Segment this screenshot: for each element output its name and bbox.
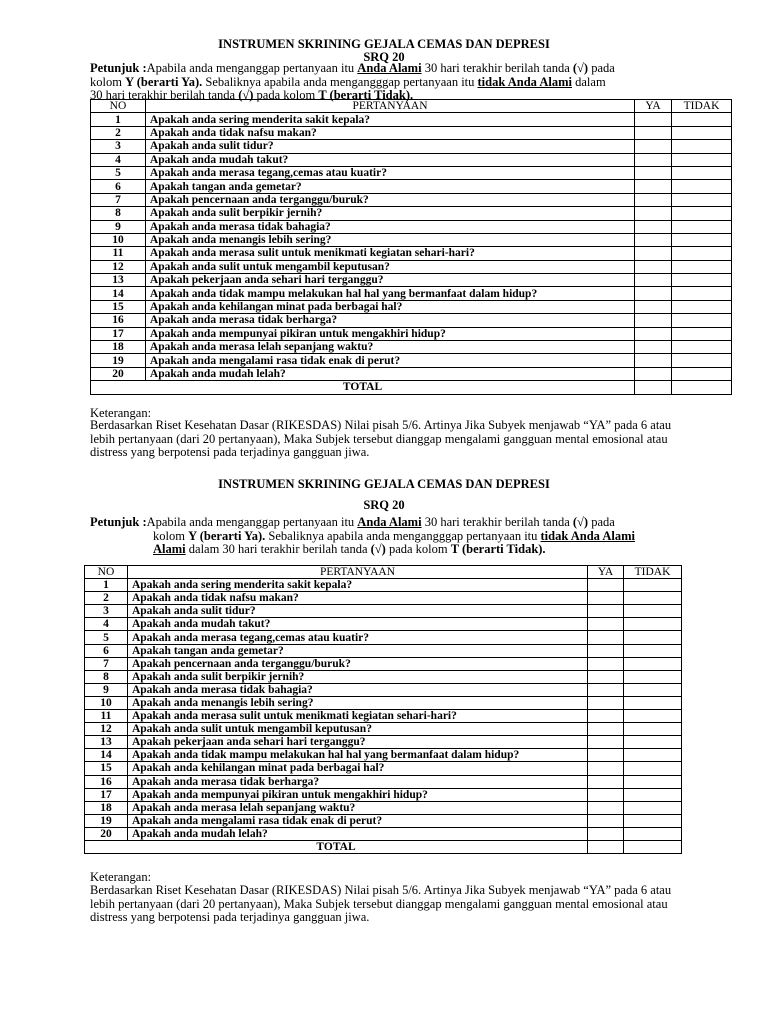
question-text: Apakah anda sulit tidur?	[127, 605, 587, 618]
question-text: Apakah anda kehilangan minat pada berbagai hal?	[127, 762, 587, 775]
instr-text: pada kolom	[388, 542, 448, 556]
question-number: 14	[91, 287, 146, 300]
answer-tidak-cell[interactable]	[624, 696, 682, 709]
answer-ya-cell[interactable]	[588, 631, 624, 644]
answer-tidak-cell[interactable]	[672, 193, 732, 206]
answer-tidak-cell[interactable]	[624, 592, 682, 605]
question-number: 11	[85, 710, 128, 723]
question-number: 19	[91, 354, 146, 367]
answer-tidak-cell[interactable]	[624, 710, 682, 723]
header-pertanyaan: PERTANYAAN	[127, 566, 587, 579]
table-row	[85, 775, 682, 788]
answer-ya-cell[interactable]	[588, 710, 624, 723]
question-number: 12	[85, 723, 128, 736]
table-row	[91, 341, 732, 354]
total-tidak-cell[interactable]	[672, 381, 732, 394]
question-text: Apakah anda menangis lebih sering?	[145, 233, 634, 246]
instr-tidak-anda-alami: tidak Anda Alami	[540, 528, 635, 543]
question-text: Apakah anda merasa tidak berharga?	[127, 775, 587, 788]
answer-tidak-cell[interactable]	[672, 354, 732, 367]
doc-title-1: INSTRUMEN SKRINING GEJALA CEMAS DAN DEPRESI	[218, 37, 550, 51]
answer-ya-cell[interactable]	[635, 300, 672, 313]
question-text: Apakah anda merasa tidak bahagia?	[127, 683, 587, 696]
answer-tidak-cell[interactable]	[672, 247, 732, 260]
answer-ya-cell[interactable]	[635, 220, 672, 233]
header-pertanyaan: PERTANYAAN	[145, 100, 634, 113]
question-number: 10	[91, 233, 146, 246]
total-ya-cell[interactable]	[635, 381, 672, 394]
answer-ya-cell[interactable]	[635, 327, 672, 340]
instructions-2: Petunjuk :Apabila anda menganggap pertanyaan itu Anda Alami 30 hari terakhir berilah tanda (√) pada kolom Y (berarti Ya). Sebaliknya apabila anda mengangggap pertanyaan itu tidak Anda Alami Alami dalam 30 hari terakhir berilah tanda (√) pada kolom T (berarti Tidak).	[90, 515, 635, 556]
answer-tidak-cell[interactable]	[672, 113, 732, 126]
table-row	[91, 153, 732, 166]
question-number: 16	[85, 775, 128, 788]
answer-ya-cell[interactable]	[588, 736, 624, 749]
question-text: Apakah tangan anda gemetar?	[145, 180, 634, 193]
answer-ya-cell[interactable]	[635, 193, 672, 206]
notes-text-2: Berdasarkan Riset Kesehatan Dasar (RIKESDAS) Nilai pisah 5/6. Artinya Jika Subyek menjawab “YA” pada 6 atau lebih pertanyaan (dari 20 pertanyaan), Maka Subjek tersebut dianggap mengalami gangguan mental emosional atau distress yang berpotensi pada terjadinya gangguan jiwa.	[90, 883, 672, 924]
question-text: Apakah pencernaan anda terganggu/buruk?	[145, 193, 634, 206]
table-row	[91, 113, 732, 126]
table-row	[85, 683, 682, 696]
answer-ya-cell[interactable]	[635, 287, 672, 300]
answer-tidak-cell[interactable]	[672, 153, 732, 166]
answer-ya-cell[interactable]	[635, 153, 672, 166]
question-text: Apakah anda sulit berpikir jernih?	[145, 207, 634, 220]
check-mark: (√)	[572, 515, 589, 529]
answer-tidak-cell[interactable]	[624, 749, 682, 762]
answer-ya-cell[interactable]	[588, 749, 624, 762]
answer-ya-cell[interactable]	[588, 670, 624, 683]
question-text: Apakah anda mempunyai pikiran untuk mengakhiri hidup?	[145, 327, 634, 340]
table-row	[91, 367, 732, 380]
question-text: Apakah pekerjaan anda sehari hari terganggu?	[145, 274, 634, 287]
table-row	[85, 631, 682, 644]
total-label: TOTAL	[85, 840, 588, 853]
answer-ya-cell[interactable]	[635, 274, 672, 287]
question-text: Apakah anda tidak nafsu makan?	[127, 592, 587, 605]
answer-tidak-cell[interactable]	[672, 367, 732, 380]
question-number: 20	[85, 827, 128, 840]
doc-subtitle-2: SRQ 20	[363, 498, 405, 512]
answer-tidak-cell[interactable]	[624, 762, 682, 775]
question-number: 7	[85, 657, 128, 670]
table-row	[85, 670, 682, 683]
instr-kolom-y: Y (berarti Ya).	[188, 528, 266, 543]
header-no: NO	[85, 566, 128, 579]
instr-anda-alami: Anda Alami	[357, 515, 422, 529]
table-row	[85, 710, 682, 723]
table-row	[85, 644, 682, 657]
answer-tidak-cell[interactable]	[624, 683, 682, 696]
doc-title-2: INSTRUMEN SKRINING GEJALA CEMAS DAN DEPRESI	[218, 477, 550, 491]
answer-tidak-cell[interactable]	[624, 736, 682, 749]
question-number: 6	[91, 180, 146, 193]
answer-ya-cell[interactable]	[588, 579, 624, 592]
doc-subtitle-1: SRQ 20	[363, 50, 405, 64]
table-row	[85, 749, 682, 762]
table-row	[91, 314, 732, 327]
table-row	[85, 736, 682, 749]
answer-ya-cell[interactable]	[635, 341, 672, 354]
question-text: Apakah anda sulit tidur?	[145, 140, 634, 153]
notes-text-1: Berdasarkan Riset Kesehatan Dasar (RIKESDAS) Nilai pisah 5/6. Artinya Jika Subyek menjawab “YA” pada 6 atau lebih pertanyaan (dari 20 pertanyaan), Maka Subjek tersebut dianggap mengalami gangguan mental emosional atau distress yang berpotensi pada terjadinya gangguan jiwa.	[90, 418, 672, 459]
table-row	[91, 247, 732, 260]
instr-text: Sebaliknya apabila anda mengangggap pertanyaan itu	[268, 528, 538, 543]
answer-ya-cell[interactable]	[635, 140, 672, 153]
question-text: Apakah anda mudah lelah?	[145, 367, 634, 380]
header-ya: YA	[635, 100, 672, 113]
question-text: Apakah anda mengalami rasa tidak enak di perut?	[127, 814, 587, 827]
question-number: 8	[85, 670, 128, 683]
table-row	[91, 166, 732, 179]
answer-tidak-cell[interactable]	[672, 287, 732, 300]
question-text: Apakah anda merasa tidak bahagia?	[145, 220, 634, 233]
instructions-1: Petunjuk :Apabila anda menganggap pertanyaan itu Anda Alami 30 hari terakhir berilah tanda (√) pada kolom Y (berarti Ya). Sebaliknya apabila anda mengangggap pertanyaan itu tidak Anda Alami dalam 30 hari terakhir berilah tanda (√) pada kolom T (berarti Tidak).	[90, 61, 615, 102]
question-number: 10	[85, 696, 128, 709]
answer-tidak-cell[interactable]	[624, 775, 682, 788]
answer-ya-cell[interactable]	[635, 113, 672, 126]
question-text: Apakah anda tidak mampu melakukan hal hal yang bermanfaat dalam hidup?	[145, 287, 634, 300]
answer-tidak-cell[interactable]	[672, 300, 732, 313]
answer-ya-cell[interactable]	[588, 683, 624, 696]
question-number: 1	[85, 579, 128, 592]
table-header-row	[91, 100, 732, 113]
question-text: Apakah anda mempunyai pikiran untuk mengakhiri hidup?	[127, 788, 587, 801]
table-row	[91, 233, 732, 246]
question-number: 20	[91, 367, 146, 380]
answer-ya-cell[interactable]	[588, 592, 624, 605]
answer-tidak-cell[interactable]	[672, 233, 732, 246]
question-text: Apakah anda merasa tidak berharga?	[145, 314, 634, 327]
answer-tidak-cell[interactable]	[672, 314, 732, 327]
instr-text: pada kolom	[256, 88, 316, 102]
total-ya-cell[interactable]	[588, 840, 624, 853]
answer-tidak-cell[interactable]	[624, 723, 682, 736]
table-row	[85, 814, 682, 827]
question-text: Apakah anda sering menderita sakit kepala?	[127, 579, 587, 592]
answer-tidak-cell[interactable]	[672, 166, 732, 179]
answer-ya-cell[interactable]	[588, 644, 624, 657]
table-row	[85, 605, 682, 618]
instr-anda-alami: Anda Alami	[357, 61, 422, 75]
answer-ya-cell[interactable]	[588, 788, 624, 801]
question-text: Apakah anda mudah lelah?	[127, 827, 587, 840]
answer-ya-cell[interactable]	[588, 814, 624, 827]
instr-text: 30 hari terakhir berilah tanda	[424, 515, 570, 529]
question-number: 2	[91, 126, 146, 139]
question-number: 13	[85, 736, 128, 749]
answer-tidak-cell[interactable]	[624, 814, 682, 827]
question-number: 16	[91, 314, 146, 327]
questionnaire-table-1	[90, 99, 732, 395]
answer-tidak-cell[interactable]	[624, 827, 682, 840]
question-number: 15	[91, 300, 146, 313]
answer-tidak-cell[interactable]	[672, 220, 732, 233]
answer-ya-cell[interactable]	[588, 762, 624, 775]
answer-tidak-cell[interactable]	[672, 180, 732, 193]
question-number: 14	[85, 749, 128, 762]
answer-ya-cell[interactable]	[588, 657, 624, 670]
table-row	[85, 801, 682, 814]
answer-tidak-cell[interactable]	[624, 618, 682, 631]
table-row	[85, 788, 682, 801]
question-text: Apakah anda sering menderita sakit kepala?	[145, 113, 634, 126]
notes-label-1: Keterangan:	[90, 406, 152, 420]
total-row	[85, 840, 682, 853]
question-number: 4	[91, 153, 146, 166]
question-text: Apakah anda kehilangan minat pada berbagai hal?	[145, 300, 634, 313]
question-text: Apakah anda sulit untuk mengambil keputusan?	[127, 723, 587, 736]
question-number: 15	[85, 762, 128, 775]
check-mark: (√)	[370, 542, 386, 556]
answer-ya-cell[interactable]	[635, 260, 672, 273]
table-row	[91, 220, 732, 233]
answer-ya-cell[interactable]	[588, 605, 624, 618]
question-text: Apakah anda merasa lelah sepanjang waktu?	[145, 341, 634, 354]
check-mark: (√)	[238, 88, 254, 102]
question-text: Apakah anda mudah takut?	[127, 618, 587, 631]
header-tidak: TIDAK	[672, 100, 732, 113]
table-row	[85, 827, 682, 840]
answer-ya-cell[interactable]	[635, 367, 672, 380]
table-row	[85, 618, 682, 631]
table-row	[91, 180, 732, 193]
question-number: 9	[85, 683, 128, 696]
table-row	[85, 723, 682, 736]
question-number: 5	[85, 631, 128, 644]
answer-ya-cell[interactable]	[635, 247, 672, 260]
question-number: 17	[91, 327, 146, 340]
question-text: Apakah anda merasa sulit untuk menikmati kegiatan sehari-hari?	[127, 710, 587, 723]
question-number: 11	[91, 247, 146, 260]
question-number: 8	[91, 207, 146, 220]
answer-tidak-cell[interactable]	[672, 341, 732, 354]
answer-ya-cell[interactable]	[588, 696, 624, 709]
total-tidak-cell[interactable]	[624, 840, 682, 853]
question-text: Apakah anda menangis lebih sering?	[127, 696, 587, 709]
question-number: 19	[85, 814, 128, 827]
answer-tidak-cell[interactable]	[624, 670, 682, 683]
instructions-label: Petunjuk :	[90, 515, 147, 529]
question-text: Apakah anda mudah takut?	[145, 153, 634, 166]
answer-ya-cell[interactable]	[635, 166, 672, 179]
question-text: Apakah anda sulit berpikir jernih?	[127, 670, 587, 683]
answer-tidak-cell[interactable]	[672, 207, 732, 220]
answer-ya-cell[interactable]	[588, 723, 624, 736]
question-number: 7	[91, 193, 146, 206]
table-row	[91, 300, 732, 313]
answer-tidak-cell[interactable]	[624, 644, 682, 657]
answer-ya-cell[interactable]	[588, 775, 624, 788]
instr-kolom-t: T (berarti Tidak).	[318, 88, 414, 102]
header-tidak: TIDAK	[624, 566, 682, 579]
answer-ya-cell[interactable]	[635, 354, 672, 367]
question-number: 18	[85, 801, 128, 814]
table-row	[91, 327, 732, 340]
question-number: 18	[91, 341, 146, 354]
answer-tidak-cell[interactable]	[672, 260, 732, 273]
answer-ya-cell[interactable]	[635, 233, 672, 246]
question-number: 4	[85, 618, 128, 631]
question-text: Apakah anda tidak mampu melakukan hal hal yang bermanfaat dalam hidup?	[127, 749, 587, 762]
question-text: Apakah tangan anda gemetar?	[127, 644, 587, 657]
answer-tidak-cell[interactable]	[672, 140, 732, 153]
table-row	[91, 126, 732, 139]
question-text: Apakah pencernaan anda terganggu/buruk?	[127, 657, 587, 670]
instr-text: Sebaliknya apabila anda mengangggap pertanyaan itu	[205, 74, 475, 89]
question-number: 17	[85, 788, 128, 801]
check-mark: (√)	[572, 61, 589, 75]
question-text: Apakah anda merasa tegang,cemas atau kuatir?	[145, 166, 634, 179]
table-row	[91, 193, 732, 206]
answer-tidak-cell[interactable]	[624, 788, 682, 801]
notes-label-2: Keterangan:	[90, 870, 152, 884]
answer-tidak-cell[interactable]	[624, 801, 682, 814]
total-label: TOTAL	[91, 381, 635, 394]
answer-tidak-cell[interactable]	[672, 126, 732, 139]
answer-tidak-cell[interactable]	[624, 631, 682, 644]
question-text: Apakah anda merasa sulit untuk menikmati kegiatan sehari-hari?	[145, 247, 634, 260]
question-text: Apakah anda mengalami rasa tidak enak di perut?	[145, 354, 634, 367]
question-number: 12	[91, 260, 146, 273]
question-text: Apakah anda merasa lelah sepanjang waktu?	[127, 801, 587, 814]
instr-kolom-y: Y (berarti Ya).	[125, 74, 203, 89]
question-number: 5	[91, 166, 146, 179]
table-row	[85, 696, 682, 709]
table-row	[91, 274, 732, 287]
instr-text: Apabila anda menganggap pertanyaan itu	[146, 61, 355, 75]
instr-tidak-anda-alami: tidak Anda Alami	[477, 74, 572, 89]
table-row	[91, 140, 732, 153]
answer-ya-cell[interactable]	[635, 126, 672, 139]
question-text: Apakah anda sulit untuk mengambil keputusan?	[145, 260, 634, 273]
table-row	[85, 657, 682, 670]
answer-ya-cell[interactable]	[588, 827, 624, 840]
table-row	[85, 762, 682, 775]
answer-ya-cell[interactable]	[588, 618, 624, 631]
table-row	[91, 287, 732, 300]
question-text: Apakah pekerjaan anda sehari hari terganggu?	[127, 736, 587, 749]
question-number: 3	[91, 140, 146, 153]
table-row	[91, 260, 732, 273]
question-number: 9	[91, 220, 146, 233]
answer-ya-cell[interactable]	[588, 801, 624, 814]
question-number: 3	[85, 605, 128, 618]
table-row	[85, 592, 682, 605]
question-number: 2	[85, 592, 128, 605]
table-row	[91, 207, 732, 220]
answer-tidak-cell[interactable]	[672, 274, 732, 287]
table-row	[85, 579, 682, 592]
answer-ya-cell[interactable]	[635, 180, 672, 193]
instr-text: Apabila anda menganggap pertanyaan itu	[146, 515, 355, 529]
instr-kolom-t: T (berarti Tidak).	[450, 542, 546, 556]
answer-tidak-cell[interactable]	[624, 579, 682, 592]
header-ya: YA	[588, 566, 624, 579]
answer-tidak-cell[interactable]	[624, 605, 682, 618]
question-text: Apakah anda tidak nafsu makan?	[145, 126, 634, 139]
question-number: 6	[85, 644, 128, 657]
total-row	[91, 381, 732, 394]
header-no: NO	[91, 100, 146, 113]
answer-tidak-cell[interactable]	[672, 327, 732, 340]
instructions-label: Petunjuk :	[90, 61, 147, 75]
answer-tidak-cell[interactable]	[624, 657, 682, 670]
table-header-row	[85, 566, 682, 579]
table-row	[91, 354, 732, 367]
answer-ya-cell[interactable]	[635, 207, 672, 220]
questionnaire-table-2	[84, 565, 682, 854]
instr-text: 30 hari terakhir berilah tanda	[424, 61, 570, 75]
question-number: 1	[91, 113, 146, 126]
question-text: Apakah anda merasa tegang,cemas atau kuatir?	[127, 631, 587, 644]
question-number: 13	[91, 274, 146, 287]
answer-ya-cell[interactable]	[635, 314, 672, 327]
